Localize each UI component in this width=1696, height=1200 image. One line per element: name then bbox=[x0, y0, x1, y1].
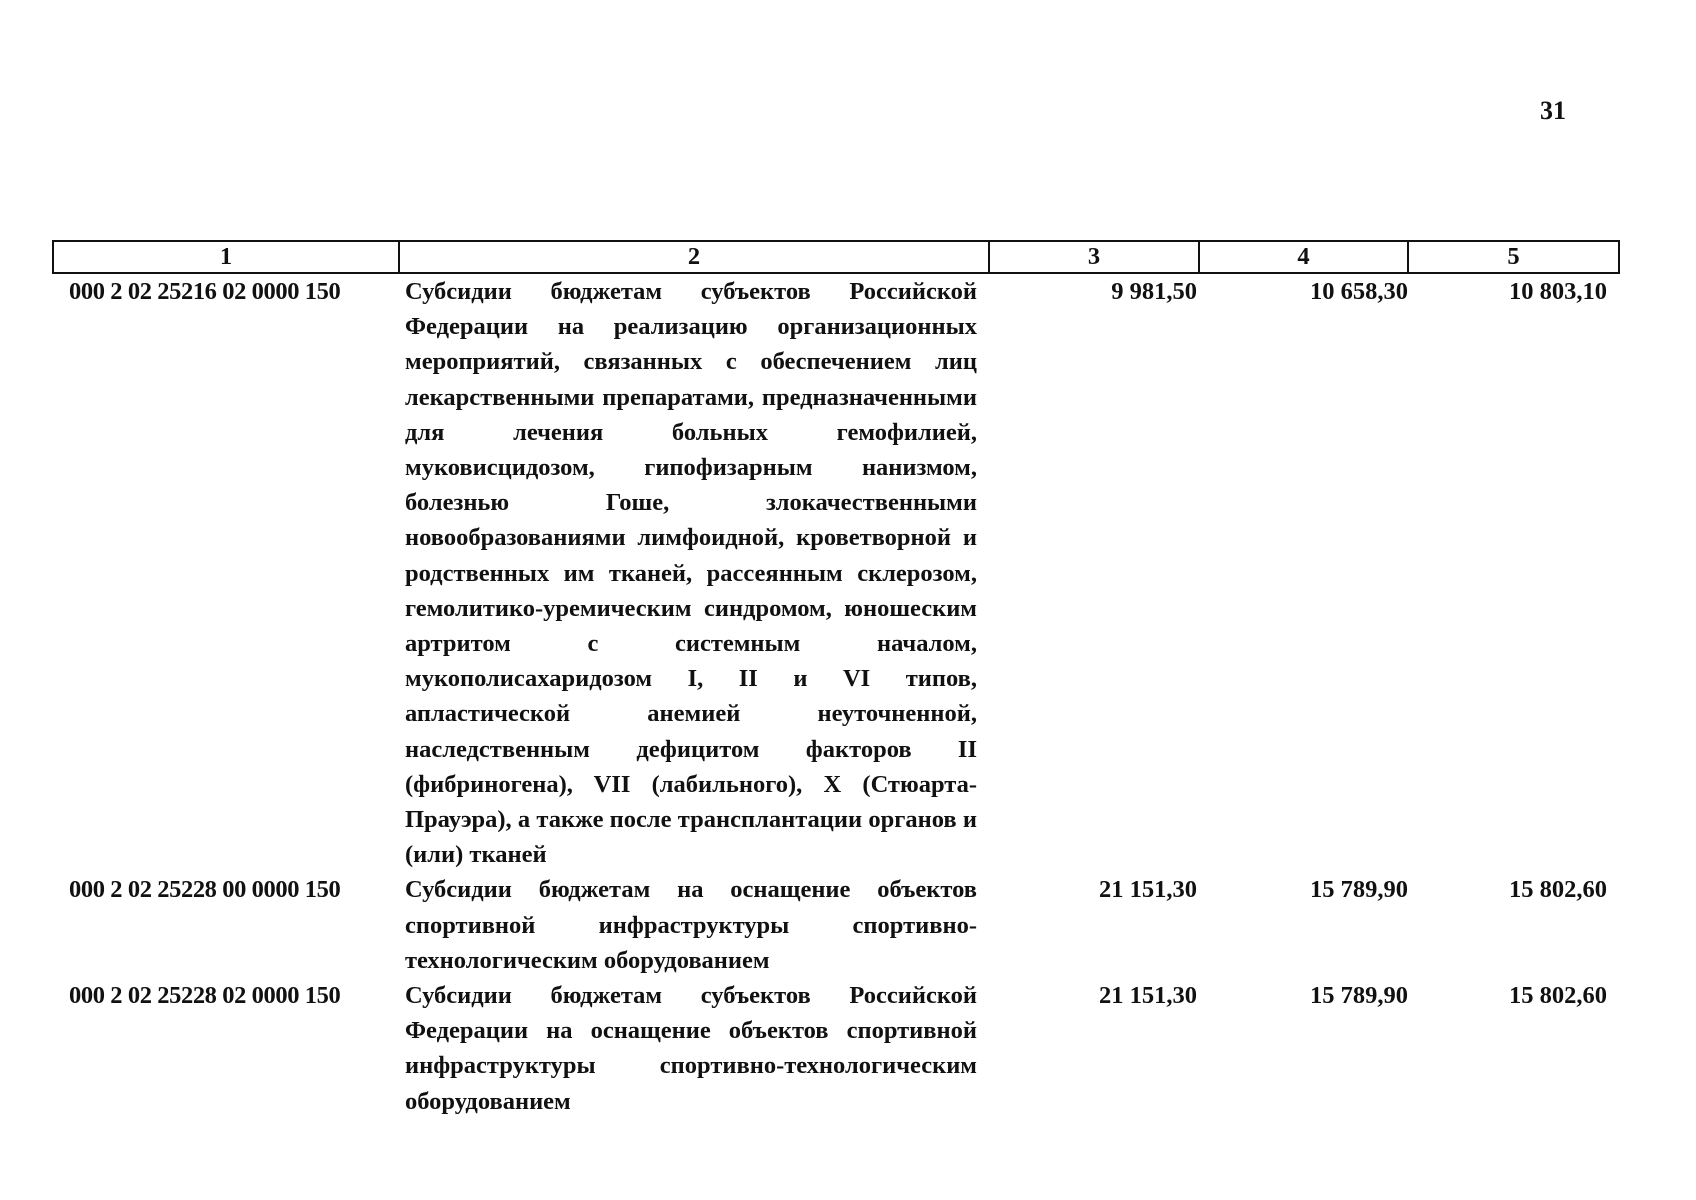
value-col4: 15 789,90 bbox=[1310, 982, 1408, 1010]
value-col3: 21 151,30 bbox=[1099, 876, 1197, 904]
value-col5: 10 803,10 bbox=[1509, 278, 1607, 305]
budget-code: 000 2 02 25228 02 0000 150 bbox=[69, 982, 341, 1010]
row-description: Субсидии бюджетам на оснащение объектов спортивной инфраструктуры спортивно-технологическим оборудованием bbox=[405, 876, 977, 974]
row-description: Субсидии бюджетам субъектов Российской Федерации на реализацию организационных мероприятий, связанных с обеспечением лиц лекарственными препаратами, предназначенными для лечения больных гемофилией, муковисцидозом, гипофизарным нанизмом, болезнью Гоше, злокачественными новообразованиями лимфоидной, кроветворной и родственных им тканей, рассеянным склерозом, гемолитико-уремическим синдромом, юношеским артритом с системным началом, мукополисахаридозом I, II и VI типов, апластической анемией неуточненной, наследственным дефицитом факторов II (фибриногена), VII (лабильного), X (Стюарта-Прауэра), а также после трансплантации органов и (или) тканей bbox=[405, 278, 977, 869]
page-number: 31 bbox=[1540, 96, 1566, 125]
table-row bbox=[53, 273, 1619, 872]
budget-code: 000 2 02 25216 02 0000 150 bbox=[69, 278, 341, 305]
value-col3: 21 151,30 bbox=[1099, 982, 1197, 1010]
value-col4: 10 658,30 bbox=[1310, 278, 1408, 305]
column-number-header-row bbox=[53, 241, 1619, 273]
column-header-3: 3 bbox=[989, 241, 1199, 273]
column-header-5: 5 bbox=[1408, 241, 1619, 273]
budget-code: 000 2 02 25228 00 0000 150 bbox=[69, 876, 341, 904]
value-col5: 15 802,60 bbox=[1509, 982, 1607, 1010]
column-header-2: 2 bbox=[399, 241, 989, 273]
budget-table bbox=[52, 240, 1620, 1119]
table-row bbox=[53, 872, 1619, 978]
table-row bbox=[53, 978, 1619, 1119]
value-col3: 9 981,50 bbox=[1111, 278, 1197, 305]
value-col4: 15 789,90 bbox=[1310, 876, 1408, 904]
column-header-1: 1 bbox=[53, 241, 399, 273]
value-col5: 15 802,60 bbox=[1509, 876, 1607, 904]
row-description: Субсидии бюджетам субъектов Российской Федерации на оснащение объектов спортивной инфраструктуры спортивно-технологическим оборудованием bbox=[405, 982, 977, 1115]
column-header-4: 4 bbox=[1199, 241, 1408, 273]
